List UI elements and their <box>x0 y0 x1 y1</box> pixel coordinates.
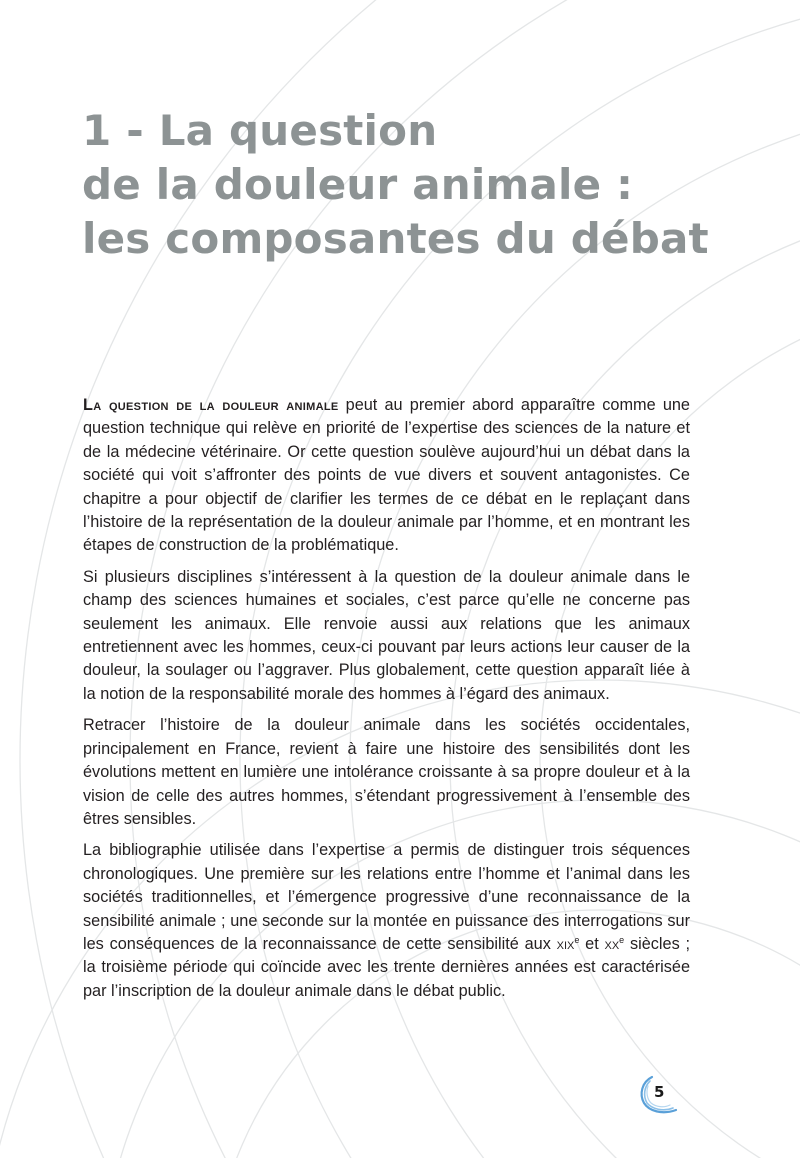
page-title <box>82 104 772 266</box>
paragraph-4-and: et <box>579 934 605 953</box>
title-line-1: 1 - La question <box>82 106 438 155</box>
paragraph-4-text-b: siècles ; la troisième période qui coïncide avec les trente dernières années est caractérisée par l’inscription de la douleur animale dans le débat public. <box>83 934 690 1000</box>
paragraph-1 <box>83 394 690 558</box>
paragraph-lead: La question de la douleur animale <box>83 396 339 414</box>
paragraph-2: Si plusieurs disciplines s’intéressent à la question de la douleur animale dans le champ des sciences humaines et sociales, c’est parce qu’elle ne concerne pas seulement les animaux. Elle renvoie aussi aux relations que les animaux entretiennent avec les hommes, ceux-ci pouvant par leurs actions leur causer de la douleur, la soulager ou l’aggraver. Plus globalement, cette question apparaît liée à la notion de la responsabilité morale des hommes à l’égard des animaux. <box>83 567 690 703</box>
page-number-badge <box>638 1074 686 1116</box>
body-text <box>83 394 690 1011</box>
paragraph-3: Retracer l’histoire de la douleur animale dans les sociétés occidentales, principalement en France, revient à faire une histoire des sensibilités dont les évolutions mettent en lumière une intolérance croissante à sa propre douleur et à la vision de celle des autres hommes, s’étendant progressivement à l’ensemble des êtres sensibles. <box>83 716 690 828</box>
page-number: 5 <box>654 1083 665 1101</box>
paragraph-1-text: peut au premier abord apparaître comme une question technique qui relève en priorité de l’expertise des sciences de la nature et de la médecine vétérinaire. Or cette question soulève aujourd’hui un débat dans la société qui voit s’affronter des points de vue divers et souvent antagonistes. Ce chapitre a pour objectif de clarifier les termes de ce débat en le replaçant dans l’histoire de la représentation de la douleur animale par l’homme, et en montrant les étapes de construction de la problématique. <box>83 396 690 555</box>
century-20-sup: e <box>619 934 625 945</box>
century-19: xix <box>556 934 575 953</box>
paragraph-4 <box>83 839 690 1003</box>
century-19-sup: e <box>574 934 580 945</box>
title-line-2: de la douleur animale : <box>82 160 634 209</box>
paragraph-4-text-a: La bibliographie utilisée dans l’expertise a permis de distinguer trois séquences chronologiques. Une première sur les relations entre l’homme et l’animal dans les sociétés traditionnelles, et l’émergence progressive d’une reconnaissance de la sensibilité animale ; une seconde sur la montée en puissance des interrogations sur les conséquences de la reconnaissance de cette sensibilité aux <box>83 841 690 953</box>
century-20: xx <box>604 934 620 953</box>
title-line-3: les composantes du débat <box>82 214 709 263</box>
